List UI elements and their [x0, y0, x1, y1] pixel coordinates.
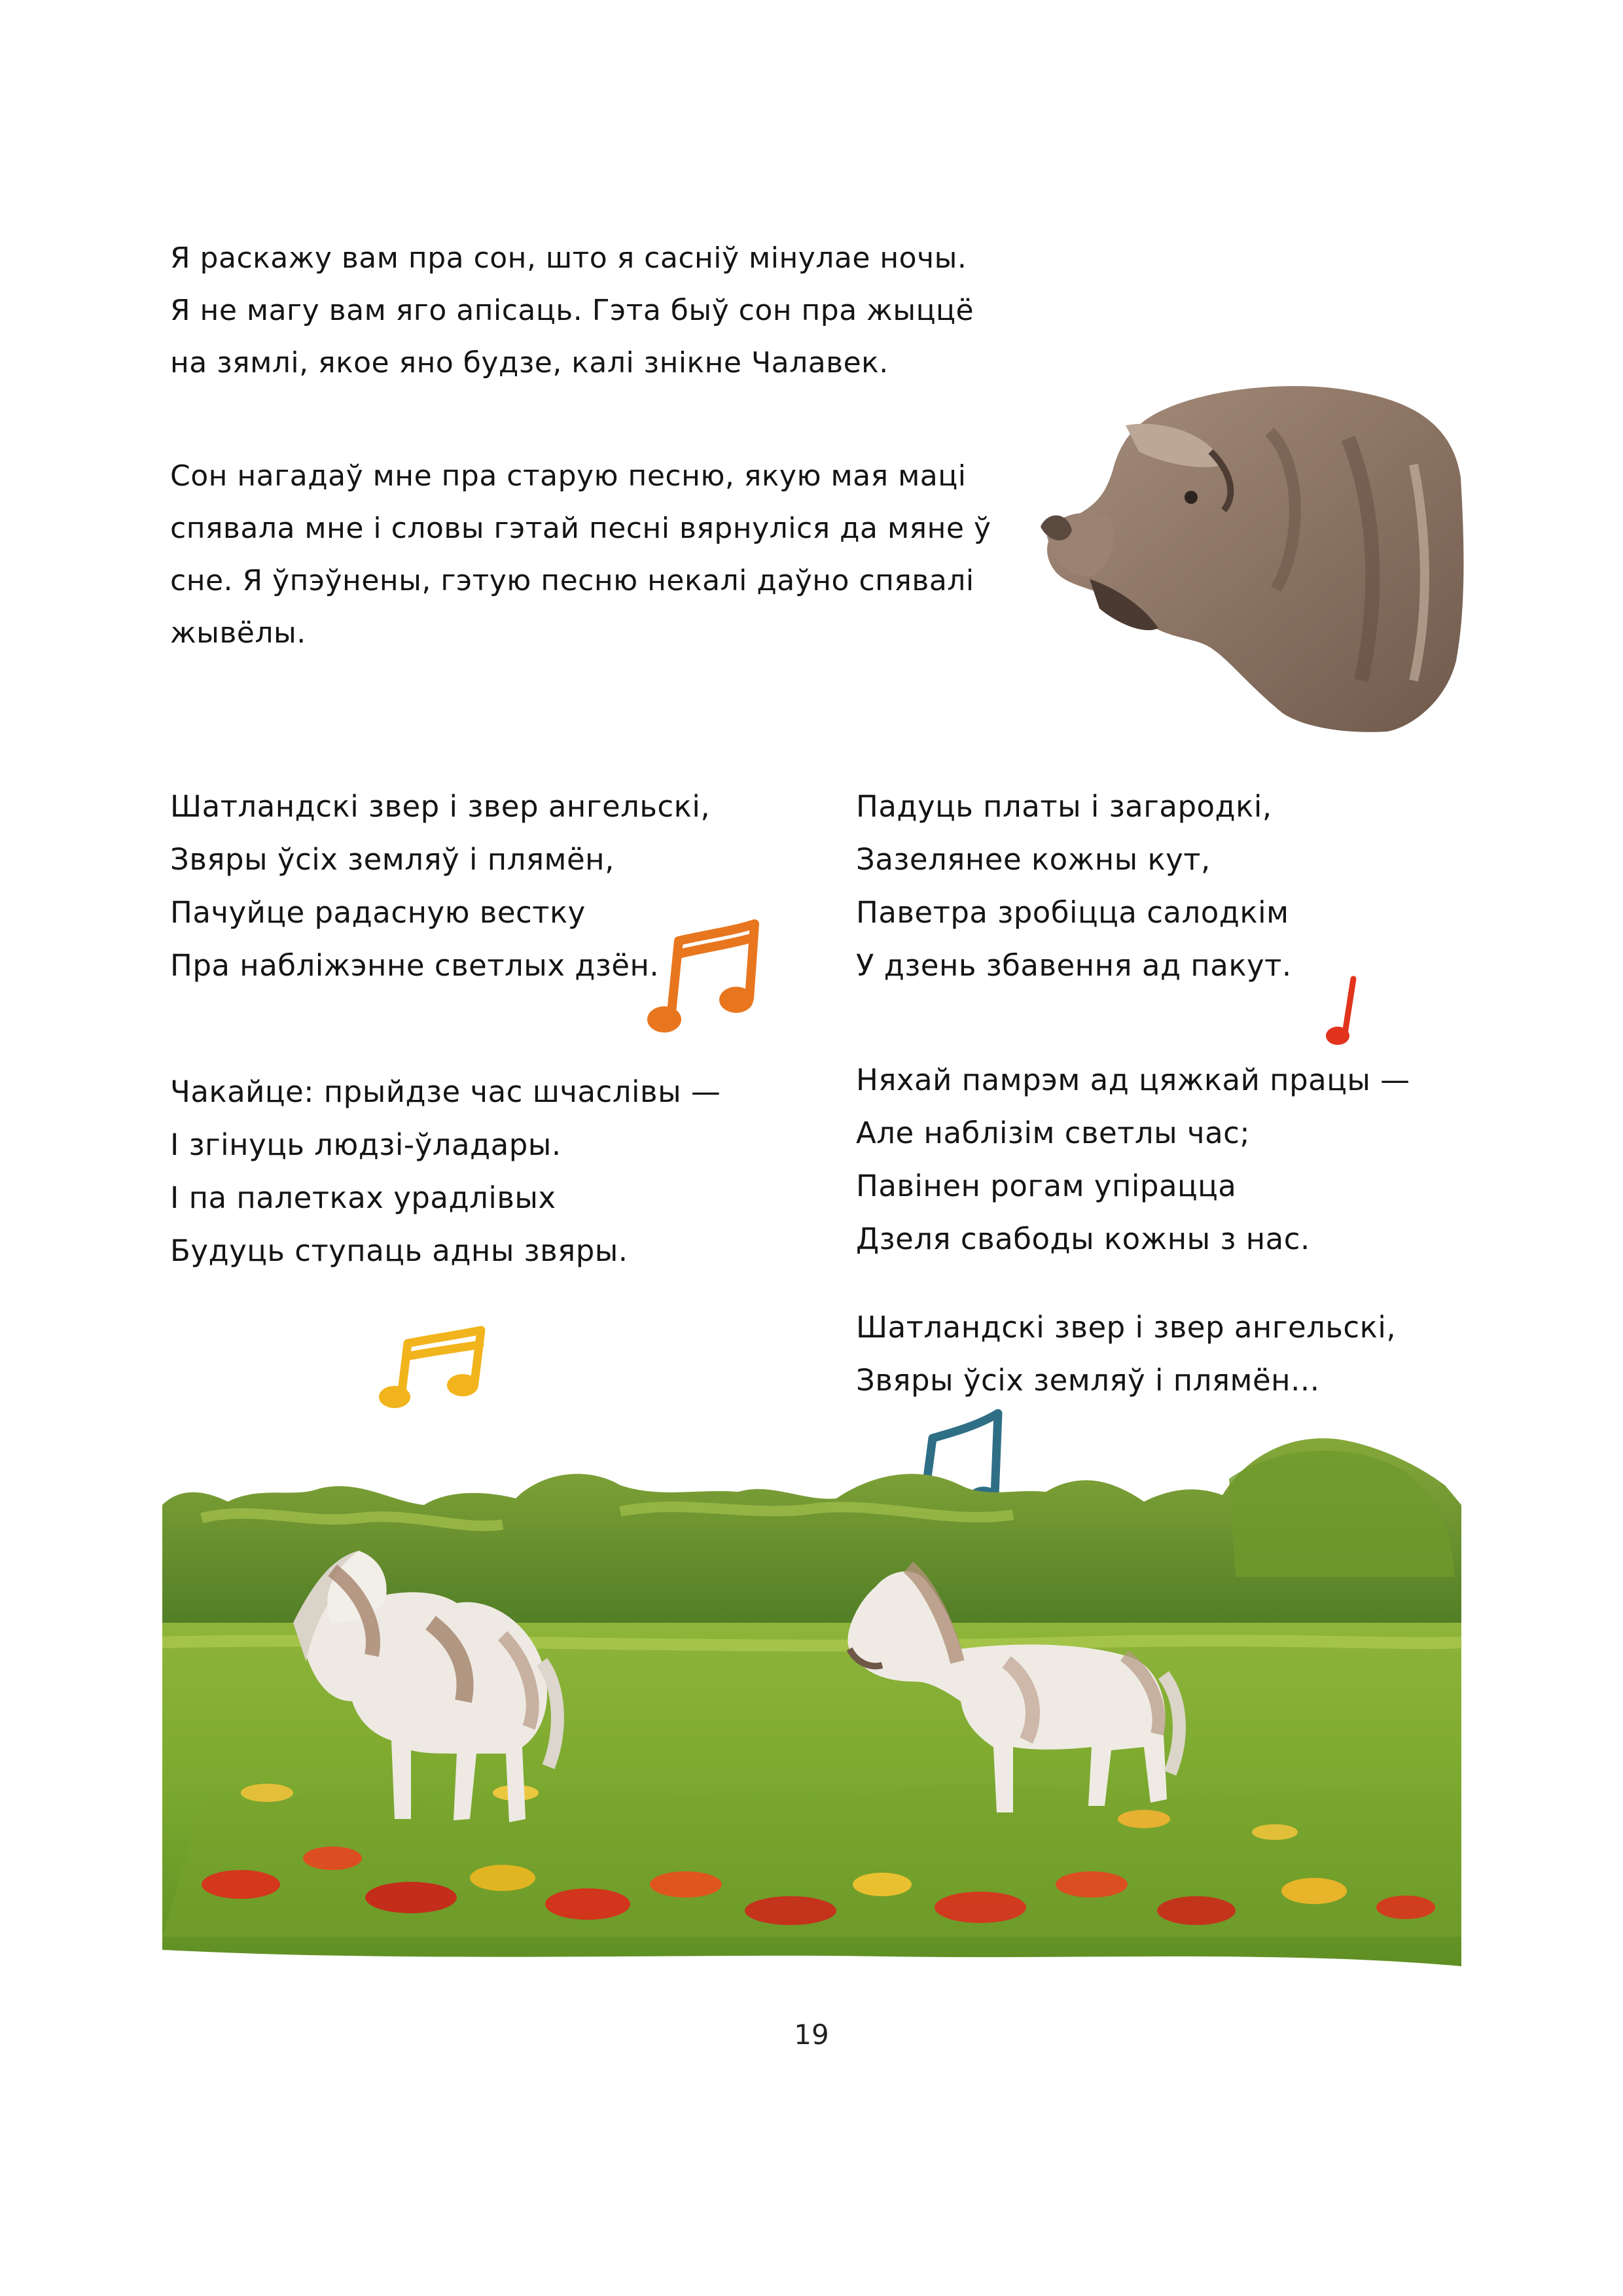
red-music-note-icon — [1315, 974, 1368, 1052]
song-right-stanza-2 — [856, 1053, 1410, 1265]
song-line: Дзеля свабоды кожны з нас. — [856, 1222, 1310, 1256]
song-line: Павінен рогам упірацца — [856, 1169, 1237, 1203]
song-line: Шатландскі звер і звер ангельскі, — [856, 1310, 1397, 1345]
song-right-stanza-3 — [856, 1301, 1396, 1407]
orange-music-note-icon — [645, 915, 762, 1039]
song-line: Няхай памрэм ад цяжкай працы — — [856, 1063, 1410, 1097]
horses-in-meadow-illustration — [162, 1426, 1461, 1966]
song-left-stanza-1 — [170, 780, 710, 992]
intro-paragraph-1 — [170, 232, 974, 389]
text-line: спявала мне і словы гэтай песні вярнуліся да мяне ў — [170, 512, 991, 545]
pig-head-illustration — [995, 373, 1466, 739]
text-line: на зямлі, якое яно будзе, калі знікне Чалавек. — [170, 346, 889, 380]
song-left-stanza-2 — [170, 1065, 721, 1277]
text-line: сне. Я ўпэўнены, гэтую песню некалі даўно спявалі — [170, 564, 974, 597]
intro-paragraph-2 — [170, 450, 991, 660]
song-line: Будуць ступаць адны звяры. — [170, 1233, 628, 1268]
song-line: Пра набліжэнне светлых дзён. — [170, 948, 660, 983]
page-number: 19 — [794, 2019, 829, 2051]
song-line: Звяры ўсіх земляў і плямён, — [170, 842, 615, 877]
song-line: І згінуць людзі-ўладары. — [170, 1127, 562, 1162]
text-line: Я раскажу вам пра сон, што я сасніў мінулае ночы. — [170, 241, 967, 275]
song-line: Паветра зробіцца салодкім — [856, 895, 1289, 930]
song-line: Пачуйце радасную вестку — [170, 895, 586, 930]
song-line: І па палетках урадлівых — [170, 1180, 556, 1215]
yellow-music-note-icon — [376, 1325, 488, 1413]
song-line: Звяры ўсіх земляў і плямён... — [856, 1363, 1320, 1398]
song-line: У дзень збавення ад пакут. — [856, 948, 1292, 983]
text-line: Я не магу вам яго апісаць. Гэта быў сон пра жыццё — [170, 294, 974, 327]
text-line: Сон нагадаў мне пра старую песню, якую мая маці — [170, 459, 967, 493]
song-line: Шатландскі звер і звер ангельскі, — [170, 789, 711, 824]
song-line: Але наблізім светлы час; — [856, 1116, 1251, 1150]
song-line: Зазелянее кожны кут, — [856, 842, 1211, 877]
song-line: Падуць платы і загародкі, — [856, 789, 1272, 824]
text-line: жывёлы. — [170, 616, 306, 650]
song-right-stanza-1 — [856, 780, 1292, 992]
song-line: Чакайце: прыйдзе час шчаслівы — — [170, 1074, 721, 1109]
